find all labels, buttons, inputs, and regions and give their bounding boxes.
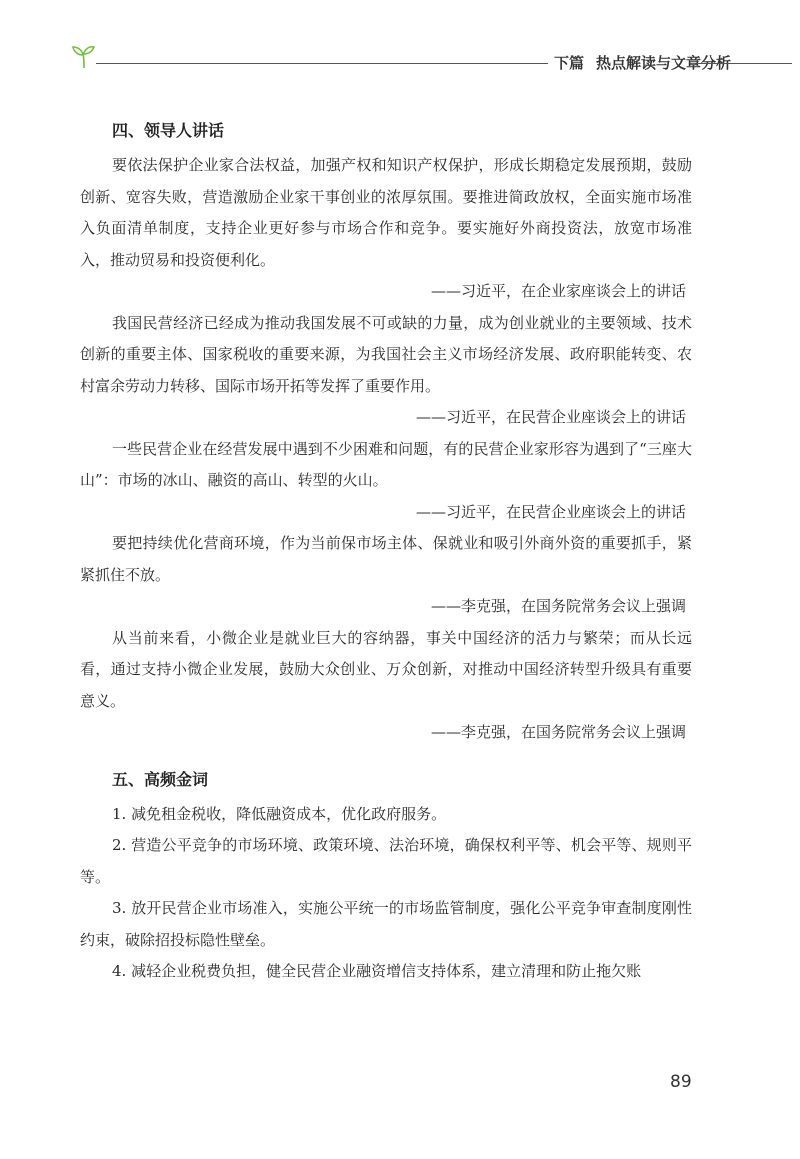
quote-text: 要依法保护企业家合法权益，加强产权和知识产权保护，形成长期稳定发展预期，鼓励创新、宽容失败，营造激励企业家干事创业的浓厚氛围。要推进简政放权，全面实施市场准入负面清单制度，支持企业更好参与市场合作和竞争。要实施好外商投资法，放宽市场准入，推动贸易和投资便利化。 (80, 156, 692, 269)
header-part: 下篇 (554, 54, 585, 72)
page-number: 89 (670, 1072, 692, 1092)
quote-text: 从当前来看，小微企业是就业巨大的容纳器，事关中国经济的活力与繁荣；而从长远看，通过支持小微企业发展，鼓励大众创业、万众创新，对推动中国经济转型升级具有重要意义。 (80, 628, 692, 710)
quote-source: ——习近平，在企业家座谈会上的讲话 (430, 282, 686, 300)
key-phrase-item: 2. 营造公平竞争的市场环境、政策环境、法治环境，确保权利平等、机会平等、规则平等。 (80, 836, 692, 886)
page-body (80, 112, 692, 988)
quote-source: ——李克强，在国务院常务会议上强调 (430, 597, 686, 615)
header-chapter-title: 热点解读与文章分析 (596, 54, 732, 72)
key-phrase-item: 4. 减轻企业税费负担，健全民营企业融资增信支持体系，建立清理和防止拖欠账 (112, 962, 642, 980)
section-heading-leader-speeches: 四、领导人讲话 (112, 121, 225, 140)
header-rule-left (96, 63, 548, 64)
quote-text: 要把持续优化营商环境，作为当前保市场主体、保就业和吸引外商外资的重要抓手，紧紧抓住不放。 (80, 534, 692, 584)
quote-text: 我国民营经济已经成为推动我国发展不可或缺的力量，成为创业就业的主要领域、技术创新的重要主体、国家税收的重要来源，为我国社会主义市场经济发展、政府职能转变、农村富余劳动力转移、国际市场开拓等发挥了重要作用。 (80, 313, 692, 395)
header-rule-right (695, 63, 792, 64)
quote-text: 一些民营企业在经营发展中遇到不少困难和问题，有的民营企业家形容为遇到了“三座大山”：市场的冰山、融资的高山、转型的火山。 (80, 439, 692, 489)
key-phrase-item: 1. 减免租金税收，降低融资成本，优化政府服务。 (112, 804, 447, 823)
quote-source: ——习近平，在民营企业座谈会上的讲话 (415, 502, 686, 521)
quote-source: ——习近平，在民营企业座谈会上的讲话 (415, 408, 686, 426)
quote-source: ——李克强，在国务院常务会议上强调 (430, 723, 686, 741)
running-header (70, 40, 792, 80)
sprout-icon (70, 42, 100, 72)
section-heading-key-phrases: 五、高频金词 (112, 769, 209, 789)
key-phrase-item: 3. 放开民营企业市场准入，实施公平统一的市场监管制度，强化公平竞争审查制度刚性约束，破除招投标隐性壁垒。 (80, 899, 692, 949)
